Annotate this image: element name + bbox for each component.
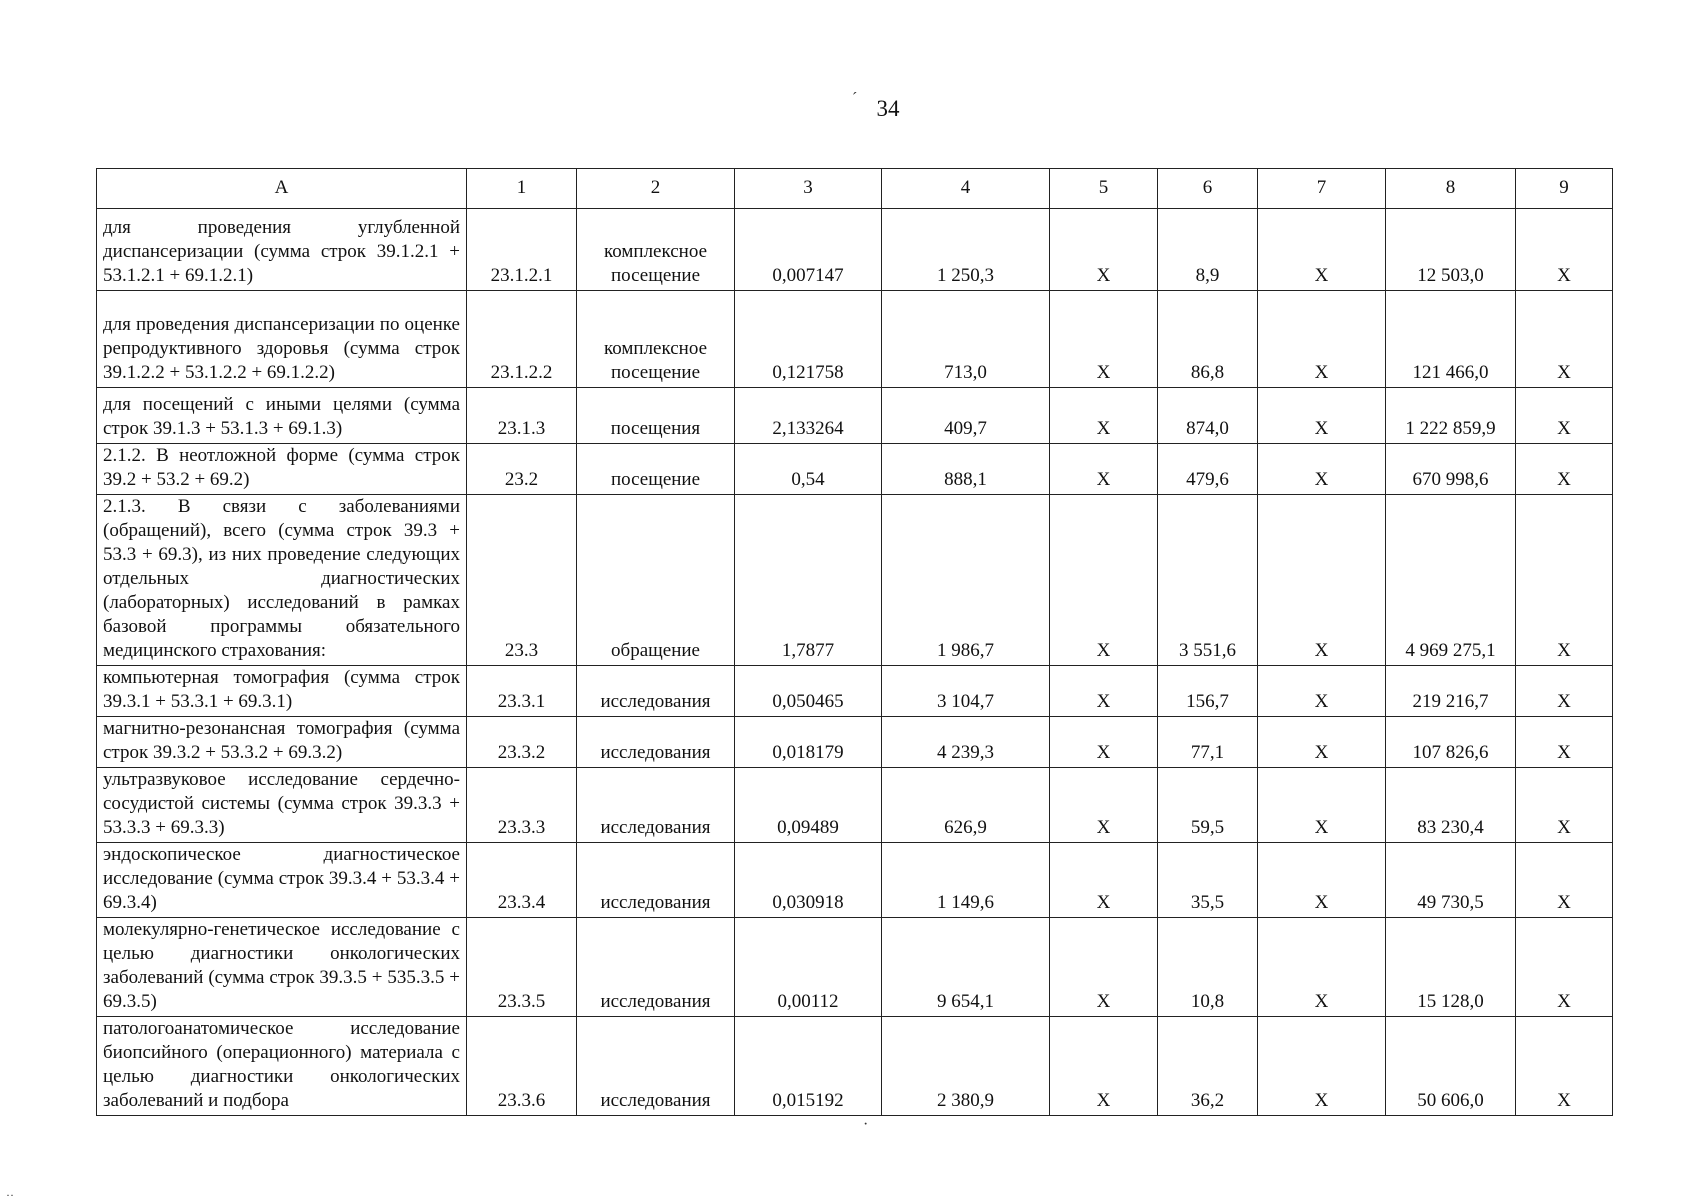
- table-cell-col-5: X: [1050, 495, 1158, 666]
- table-cell-col-3: 0,09489: [735, 768, 882, 843]
- table-cell-col-6: 77,1: [1158, 717, 1258, 768]
- page-number: 34: [876, 96, 900, 121]
- table-cell-col-3: 0,007147: [735, 209, 882, 291]
- column-header: 8: [1386, 169, 1516, 209]
- table-cell-col-3: 0,018179: [735, 717, 882, 768]
- table-cell-col-6: 86,8: [1158, 291, 1258, 388]
- table-cell-col-9: X: [1516, 717, 1613, 768]
- column-header: 9: [1516, 169, 1613, 209]
- scan-mark: ··: [6, 1188, 14, 1202]
- table-cell-col-5: X: [1050, 918, 1158, 1017]
- table-cell-col-4: 1 149,6: [882, 843, 1050, 918]
- table-cell-col-4: 2 380,9: [882, 1017, 1050, 1116]
- table-cell-col-4: 1 250,3: [882, 209, 1050, 291]
- table-cell-col-5: X: [1050, 444, 1158, 495]
- table-row: [97, 717, 1613, 768]
- column-header: 7: [1258, 169, 1386, 209]
- table-cell-col-3: 0,050465: [735, 666, 882, 717]
- table-cell-col-1: 23.3.2: [467, 717, 577, 768]
- table-cell-col-9: X: [1516, 495, 1613, 666]
- table-cell-col-1: 23.3.3: [467, 768, 577, 843]
- table-cell-col-1: 23.3.1: [467, 666, 577, 717]
- table-cell-col-9: X: [1516, 444, 1613, 495]
- table-body: [97, 209, 1613, 1116]
- row-description: 2.1.2. В неотложной форме (сумма строк 39.2 + 53.2 + 69.2): [97, 444, 467, 495]
- header-row: [97, 169, 1613, 209]
- table-row: [97, 388, 1613, 444]
- row-description: для посещений с иными целями (сумма строк 39.1.3 + 53.1.3 + 69.1.3): [97, 388, 467, 444]
- table-cell-col-5: X: [1050, 717, 1158, 768]
- table-cell-col-4: 626,9: [882, 768, 1050, 843]
- table-cell-col-3: 0,00112: [735, 918, 882, 1017]
- table-cell-col-7: X: [1258, 388, 1386, 444]
- table-cell-col-3: 0,030918: [735, 843, 882, 918]
- table-cell-col-5: X: [1050, 291, 1158, 388]
- table-cell-col-8: 107 826,6: [1386, 717, 1516, 768]
- table-cell-col-8: 1 222 859,9: [1386, 388, 1516, 444]
- table-cell-col-1: 23.1.2.2: [467, 291, 577, 388]
- table-cell-col-9: X: [1516, 768, 1613, 843]
- table-row: [97, 291, 1613, 388]
- data-table: [96, 168, 1613, 1116]
- table-cell-col-1: 23.3.4: [467, 843, 577, 918]
- table-cell-col-9: X: [1516, 843, 1613, 918]
- table-cell-col-6: 59,5: [1158, 768, 1258, 843]
- table-cell-col-5: X: [1050, 209, 1158, 291]
- table-cell-col-1: 23.3: [467, 495, 577, 666]
- table-cell-col-3: 1,7877: [735, 495, 882, 666]
- column-header: А: [97, 169, 467, 209]
- table-cell-col-4: 713,0: [882, 291, 1050, 388]
- table-cell-col-6: 35,5: [1158, 843, 1258, 918]
- row-description: ультразвуковое исследование сердечно-сосудистой системы (сумма строк 39.3.3 + 53.3.3 + 69.3.3): [97, 768, 467, 843]
- table-cell-col-7: X: [1258, 717, 1386, 768]
- table-cell-col-8: 83 230,4: [1386, 768, 1516, 843]
- table-cell-col-4: 888,1: [882, 444, 1050, 495]
- column-header: 6: [1158, 169, 1258, 209]
- table-cell-col-3: 2,133264: [735, 388, 882, 444]
- row-description: компьютерная томография (сумма строк 39.3.1 + 53.3.1 + 69.3.1): [97, 666, 467, 717]
- table-cell-col-1: 23.1.2.1: [467, 209, 577, 291]
- table-cell-col-4: 9 654,1: [882, 918, 1050, 1017]
- table-cell-col-7: X: [1258, 768, 1386, 843]
- table-cell-col-6: 3 551,6: [1158, 495, 1258, 666]
- table-cell-col-1: 23.3.6: [467, 1017, 577, 1116]
- column-header: 3: [735, 169, 882, 209]
- table-row: [97, 768, 1613, 843]
- table-cell-col-9: X: [1516, 666, 1613, 717]
- table-cell-col-4: 409,7: [882, 388, 1050, 444]
- table-cell-col-5: X: [1050, 388, 1158, 444]
- table-cell-col-3: 0,54: [735, 444, 882, 495]
- table-cell-col-7: X: [1258, 666, 1386, 717]
- table-row: [97, 918, 1613, 1017]
- row-description: патологоанатомическое исследование биопсийного (операционного) материала с целью диагностики онкологических заболеваний и подбора: [97, 1017, 467, 1116]
- table-cell-col-5: X: [1050, 666, 1158, 717]
- table-cell-col-6: 10,8: [1158, 918, 1258, 1017]
- table-cell-col-1: 23.3.5: [467, 918, 577, 1017]
- table-cell-col-1: 23.2: [467, 444, 577, 495]
- column-header: 2: [577, 169, 735, 209]
- table-cell-col-8: 50 606,0: [1386, 1017, 1516, 1116]
- table-cell-col-6: 156,7: [1158, 666, 1258, 717]
- table-cell-col-8: 219 216,7: [1386, 666, 1516, 717]
- table-cell-col-2: исследования: [577, 768, 735, 843]
- table-cell-col-2: исследования: [577, 717, 735, 768]
- table-cell-col-5: X: [1050, 768, 1158, 843]
- row-description: магнитно-резонансная томография (сумма строк 39.3.2 + 53.3.2 + 69.3.2): [97, 717, 467, 768]
- row-description: для проведения углубленной диспансеризации (сумма строк 39.1.2.1 + 53.1.2.1 + 69.1.2.1): [97, 209, 467, 291]
- table-cell-col-7: X: [1258, 291, 1386, 388]
- table-cell-col-9: X: [1516, 291, 1613, 388]
- table-cell-col-2: посещения: [577, 388, 735, 444]
- table-row: [97, 843, 1613, 918]
- row-description: для проведения диспансеризации по оценке репродуктивного здоровья (сумма строк 39.1.2.2 + 53.1.2.2 + 69.1.2.2): [97, 291, 467, 388]
- table-cell-col-6: 8,9: [1158, 209, 1258, 291]
- table-cell-col-4: 3 104,7: [882, 666, 1050, 717]
- table-cell-col-6: 36,2: [1158, 1017, 1258, 1116]
- table-cell-col-7: X: [1258, 444, 1386, 495]
- table-row: [97, 1017, 1613, 1116]
- column-header: 5: [1050, 169, 1158, 209]
- scan-mark: ´: [852, 90, 858, 107]
- table-cell-col-8: 4 969 275,1: [1386, 495, 1516, 666]
- table-cell-col-7: X: [1258, 1017, 1386, 1116]
- table-cell-col-4: 1 986,7: [882, 495, 1050, 666]
- table-row: [97, 666, 1613, 717]
- table-cell-col-6: 479,6: [1158, 444, 1258, 495]
- table-cell-col-9: X: [1516, 1017, 1613, 1116]
- table-cell-col-9: X: [1516, 388, 1613, 444]
- table-cell-col-5: X: [1050, 843, 1158, 918]
- table-cell-col-8: 12 503,0: [1386, 209, 1516, 291]
- column-header: 4: [882, 169, 1050, 209]
- table-cell-col-2: комплексное посещение: [577, 291, 735, 388]
- table-cell-col-2: исследования: [577, 666, 735, 717]
- table-row: [97, 209, 1613, 291]
- table-cell-col-2: исследования: [577, 1017, 735, 1116]
- table-cell-col-2: обращение: [577, 495, 735, 666]
- column-header: 1: [467, 169, 577, 209]
- row-description: эндоскопическое диагностическое исследование (сумма строк 39.3.4 + 53.3.4 + 69.3.4): [97, 843, 467, 918]
- table-cell-col-9: X: [1516, 918, 1613, 1017]
- scan-mark: ·: [863, 1116, 869, 1133]
- table-cell-col-3: 0,121758: [735, 291, 882, 388]
- table-cell-col-7: X: [1258, 843, 1386, 918]
- table-cell-col-4: 4 239,3: [882, 717, 1050, 768]
- table-cell-col-7: X: [1258, 918, 1386, 1017]
- table-row: [97, 495, 1613, 666]
- table-cell-col-5: X: [1050, 1017, 1158, 1116]
- table-cell-col-1: 23.1.3: [467, 388, 577, 444]
- table-cell-col-2: исследования: [577, 843, 735, 918]
- table-cell-col-3: 0,015192: [735, 1017, 882, 1116]
- row-description: молекулярно-генетическое исследование с целью диагностики онкологических заболеваний (сумма строк 39.3.5 + 535.3.5 + 69.3.5): [97, 918, 467, 1017]
- table-cell-col-9: X: [1516, 209, 1613, 291]
- table-cell-col-2: посещение: [577, 444, 735, 495]
- table-row: [97, 444, 1613, 495]
- row-description: 2.1.3. В связи с заболеваниями (обращений), всего (сумма строк 39.3 + 53.3 + 69.3), из них проведение следующих отдельных диагностических (лабораторных) исследований в рамках базовой программы обязательного медицинского страхования:: [97, 495, 467, 666]
- table-cell-col-7: X: [1258, 209, 1386, 291]
- table-cell-col-7: X: [1258, 495, 1386, 666]
- table-cell-col-8: 15 128,0: [1386, 918, 1516, 1017]
- table-cell-col-6: 874,0: [1158, 388, 1258, 444]
- table-cell-col-8: 49 730,5: [1386, 843, 1516, 918]
- table-cell-col-8: 670 998,6: [1386, 444, 1516, 495]
- table-cell-col-8: 121 466,0: [1386, 291, 1516, 388]
- table-cell-col-2: исследования: [577, 918, 735, 1017]
- table-cell-col-2: комплексное посещение: [577, 209, 735, 291]
